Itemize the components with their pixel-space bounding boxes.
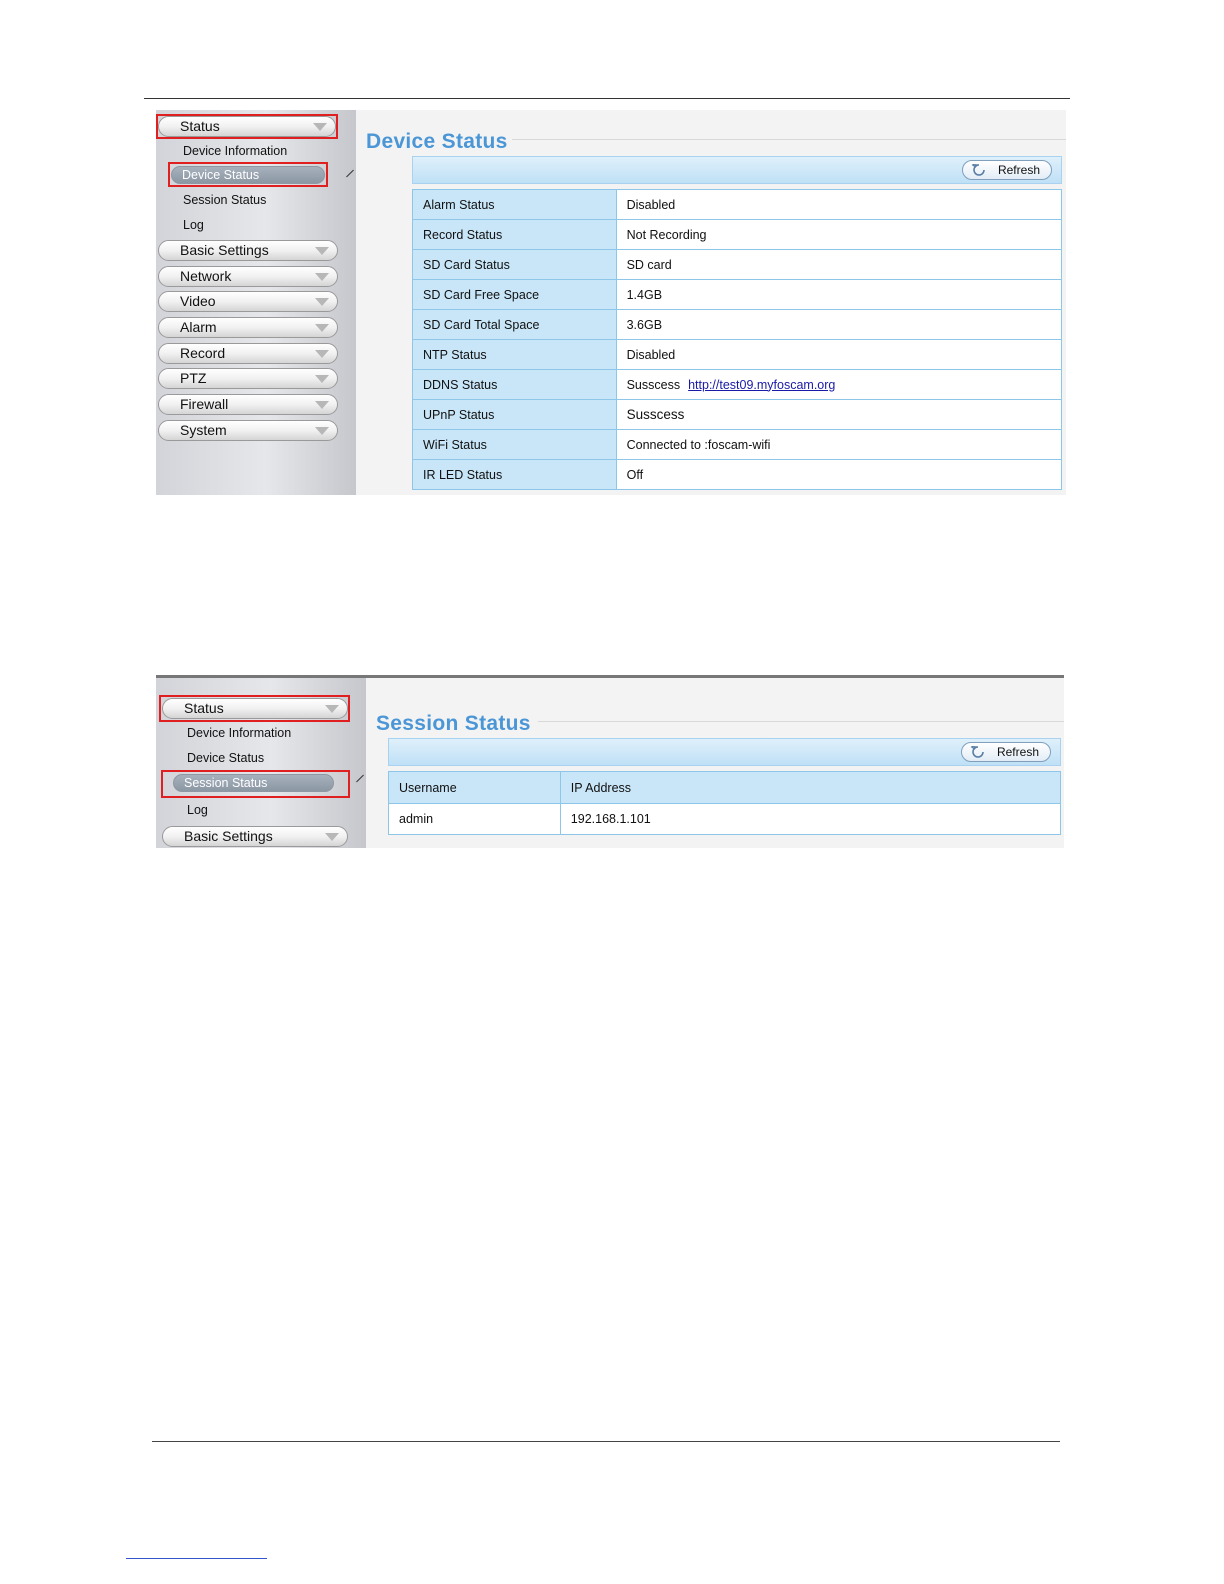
title-divider <box>512 139 1066 140</box>
row-value: 1.4GB <box>616 280 1061 310</box>
table-row <box>413 280 1062 310</box>
refresh-label: Refresh <box>997 163 1040 177</box>
device-status-screenshot <box>156 110 1066 495</box>
device-status-table <box>412 189 1062 490</box>
page-header-rule <box>144 98 1070 99</box>
sidebar-item-log[interactable]: Log <box>187 803 208 817</box>
row-label: UPnP Status <box>413 400 617 430</box>
menu-status-label: Status <box>184 700 224 716</box>
refresh-button[interactable] <box>961 742 1051 762</box>
table-row <box>413 370 1062 400</box>
title-divider <box>538 721 1064 722</box>
chevron-down-icon <box>315 324 329 332</box>
menu-firewall-label: Firewall <box>180 396 229 412</box>
row-value: Susscess <box>616 400 1061 430</box>
page-title: Session Status <box>376 712 531 735</box>
row-value: Disabled <box>616 340 1061 370</box>
sidebar-menu <box>156 678 366 848</box>
table-row <box>413 430 1062 460</box>
menu-system[interactable] <box>158 420 338 441</box>
refresh-button[interactable] <box>962 160 1052 180</box>
row-label: Alarm Status <box>413 190 617 220</box>
sidebar-item-device-information[interactable]: Device Information <box>183 144 288 158</box>
row-label: WiFi Status <box>413 430 617 460</box>
highlight-session-status <box>161 770 350 798</box>
row-value: Disabled <box>616 190 1061 220</box>
row-value: Off <box>616 460 1061 490</box>
row-value: Connected to :foscam-wifi <box>616 430 1061 460</box>
menu-firewall[interactable] <box>158 394 338 415</box>
menu-video-label: Video <box>180 293 216 309</box>
table-header-row <box>389 772 1061 804</box>
row-label: IR LED Status <box>413 460 617 490</box>
menu-ptz[interactable] <box>158 368 338 389</box>
page-footer-rule <box>152 1441 1060 1442</box>
ddns-link[interactable]: http://test09.myfoscam.org <box>688 377 836 392</box>
row-value: 3.6GB <box>616 310 1061 340</box>
menu-basic-settings[interactable] <box>162 826 348 847</box>
footer-link-underline <box>126 1558 267 1559</box>
sidebar-item-session-status[interactable]: Session Status <box>183 193 267 207</box>
toolbar <box>412 156 1062 184</box>
menu-network-label: Network <box>180 268 232 284</box>
sidebar-menu <box>156 110 356 495</box>
chevron-down-icon <box>315 427 329 435</box>
table-row <box>413 460 1062 490</box>
refresh-icon <box>968 746 986 758</box>
row-label: SD Card Free Space <box>413 280 617 310</box>
menu-video[interactable] <box>158 291 338 312</box>
chevron-down-icon <box>315 401 329 409</box>
sidebar-item-log[interactable]: Log <box>183 218 204 232</box>
table-row <box>413 250 1062 280</box>
table-row <box>413 220 1062 250</box>
row-label: NTP Status <box>413 340 617 370</box>
column-header-ip-address: IP Address <box>560 772 1060 804</box>
menu-record[interactable] <box>158 343 338 364</box>
cell-ip-address: 192.168.1.101 <box>560 804 1060 835</box>
chevron-down-icon <box>315 247 329 255</box>
cell-username: admin <box>389 804 561 835</box>
toolbar <box>388 738 1061 766</box>
highlight-device-status <box>168 162 328 187</box>
sidebar-item-device-status[interactable]: Device Status <box>171 166 325 184</box>
chevron-down-icon <box>315 350 329 358</box>
row-label: SD Card Total Space <box>413 310 617 340</box>
row-value <box>616 370 1061 400</box>
menu-basic-settings[interactable] <box>158 240 338 261</box>
row-value: SD card <box>616 250 1061 280</box>
table-row <box>413 190 1062 220</box>
menu-alarm-label: Alarm <box>180 319 217 335</box>
session-table <box>388 771 1061 835</box>
table-row <box>413 400 1062 430</box>
session-status-screenshot <box>156 675 1064 848</box>
menu-basic-settings-label: Basic Settings <box>180 242 269 258</box>
table-row <box>413 310 1062 340</box>
column-header-username: Username <box>389 772 561 804</box>
table-row <box>413 340 1062 370</box>
menu-status-label: Status <box>180 118 220 134</box>
menu-network[interactable] <box>158 266 338 287</box>
page-title: Device Status <box>366 130 508 153</box>
menu-alarm[interactable] <box>158 317 338 338</box>
highlight-status-menu <box>156 114 338 139</box>
row-label: DDNS Status <box>413 370 617 400</box>
menu-basic-settings-label: Basic Settings <box>184 828 273 844</box>
chevron-down-icon <box>315 298 329 306</box>
row-label: SD Card Status <box>413 250 617 280</box>
sidebar-item-device-status[interactable]: Device Status <box>187 751 265 765</box>
menu-ptz-label: PTZ <box>180 370 207 386</box>
sidebar-item-session-status[interactable]: Session Status <box>173 774 334 792</box>
refresh-label: Refresh <box>996 745 1039 759</box>
refresh-icon <box>969 164 987 176</box>
row-value: Not Recording <box>616 220 1061 250</box>
chevron-down-icon <box>315 273 329 281</box>
table-row <box>389 804 1061 835</box>
row-label: Record Status <box>413 220 617 250</box>
menu-record-label: Record <box>180 345 226 361</box>
chevron-down-icon <box>325 833 339 841</box>
highlight-status-menu <box>159 695 350 722</box>
sidebar-item-device-information[interactable]: Device Information <box>187 726 292 740</box>
chevron-down-icon <box>315 375 329 383</box>
menu-system-label: System <box>180 422 227 438</box>
ddns-status-text: Susscess <box>626 377 681 392</box>
